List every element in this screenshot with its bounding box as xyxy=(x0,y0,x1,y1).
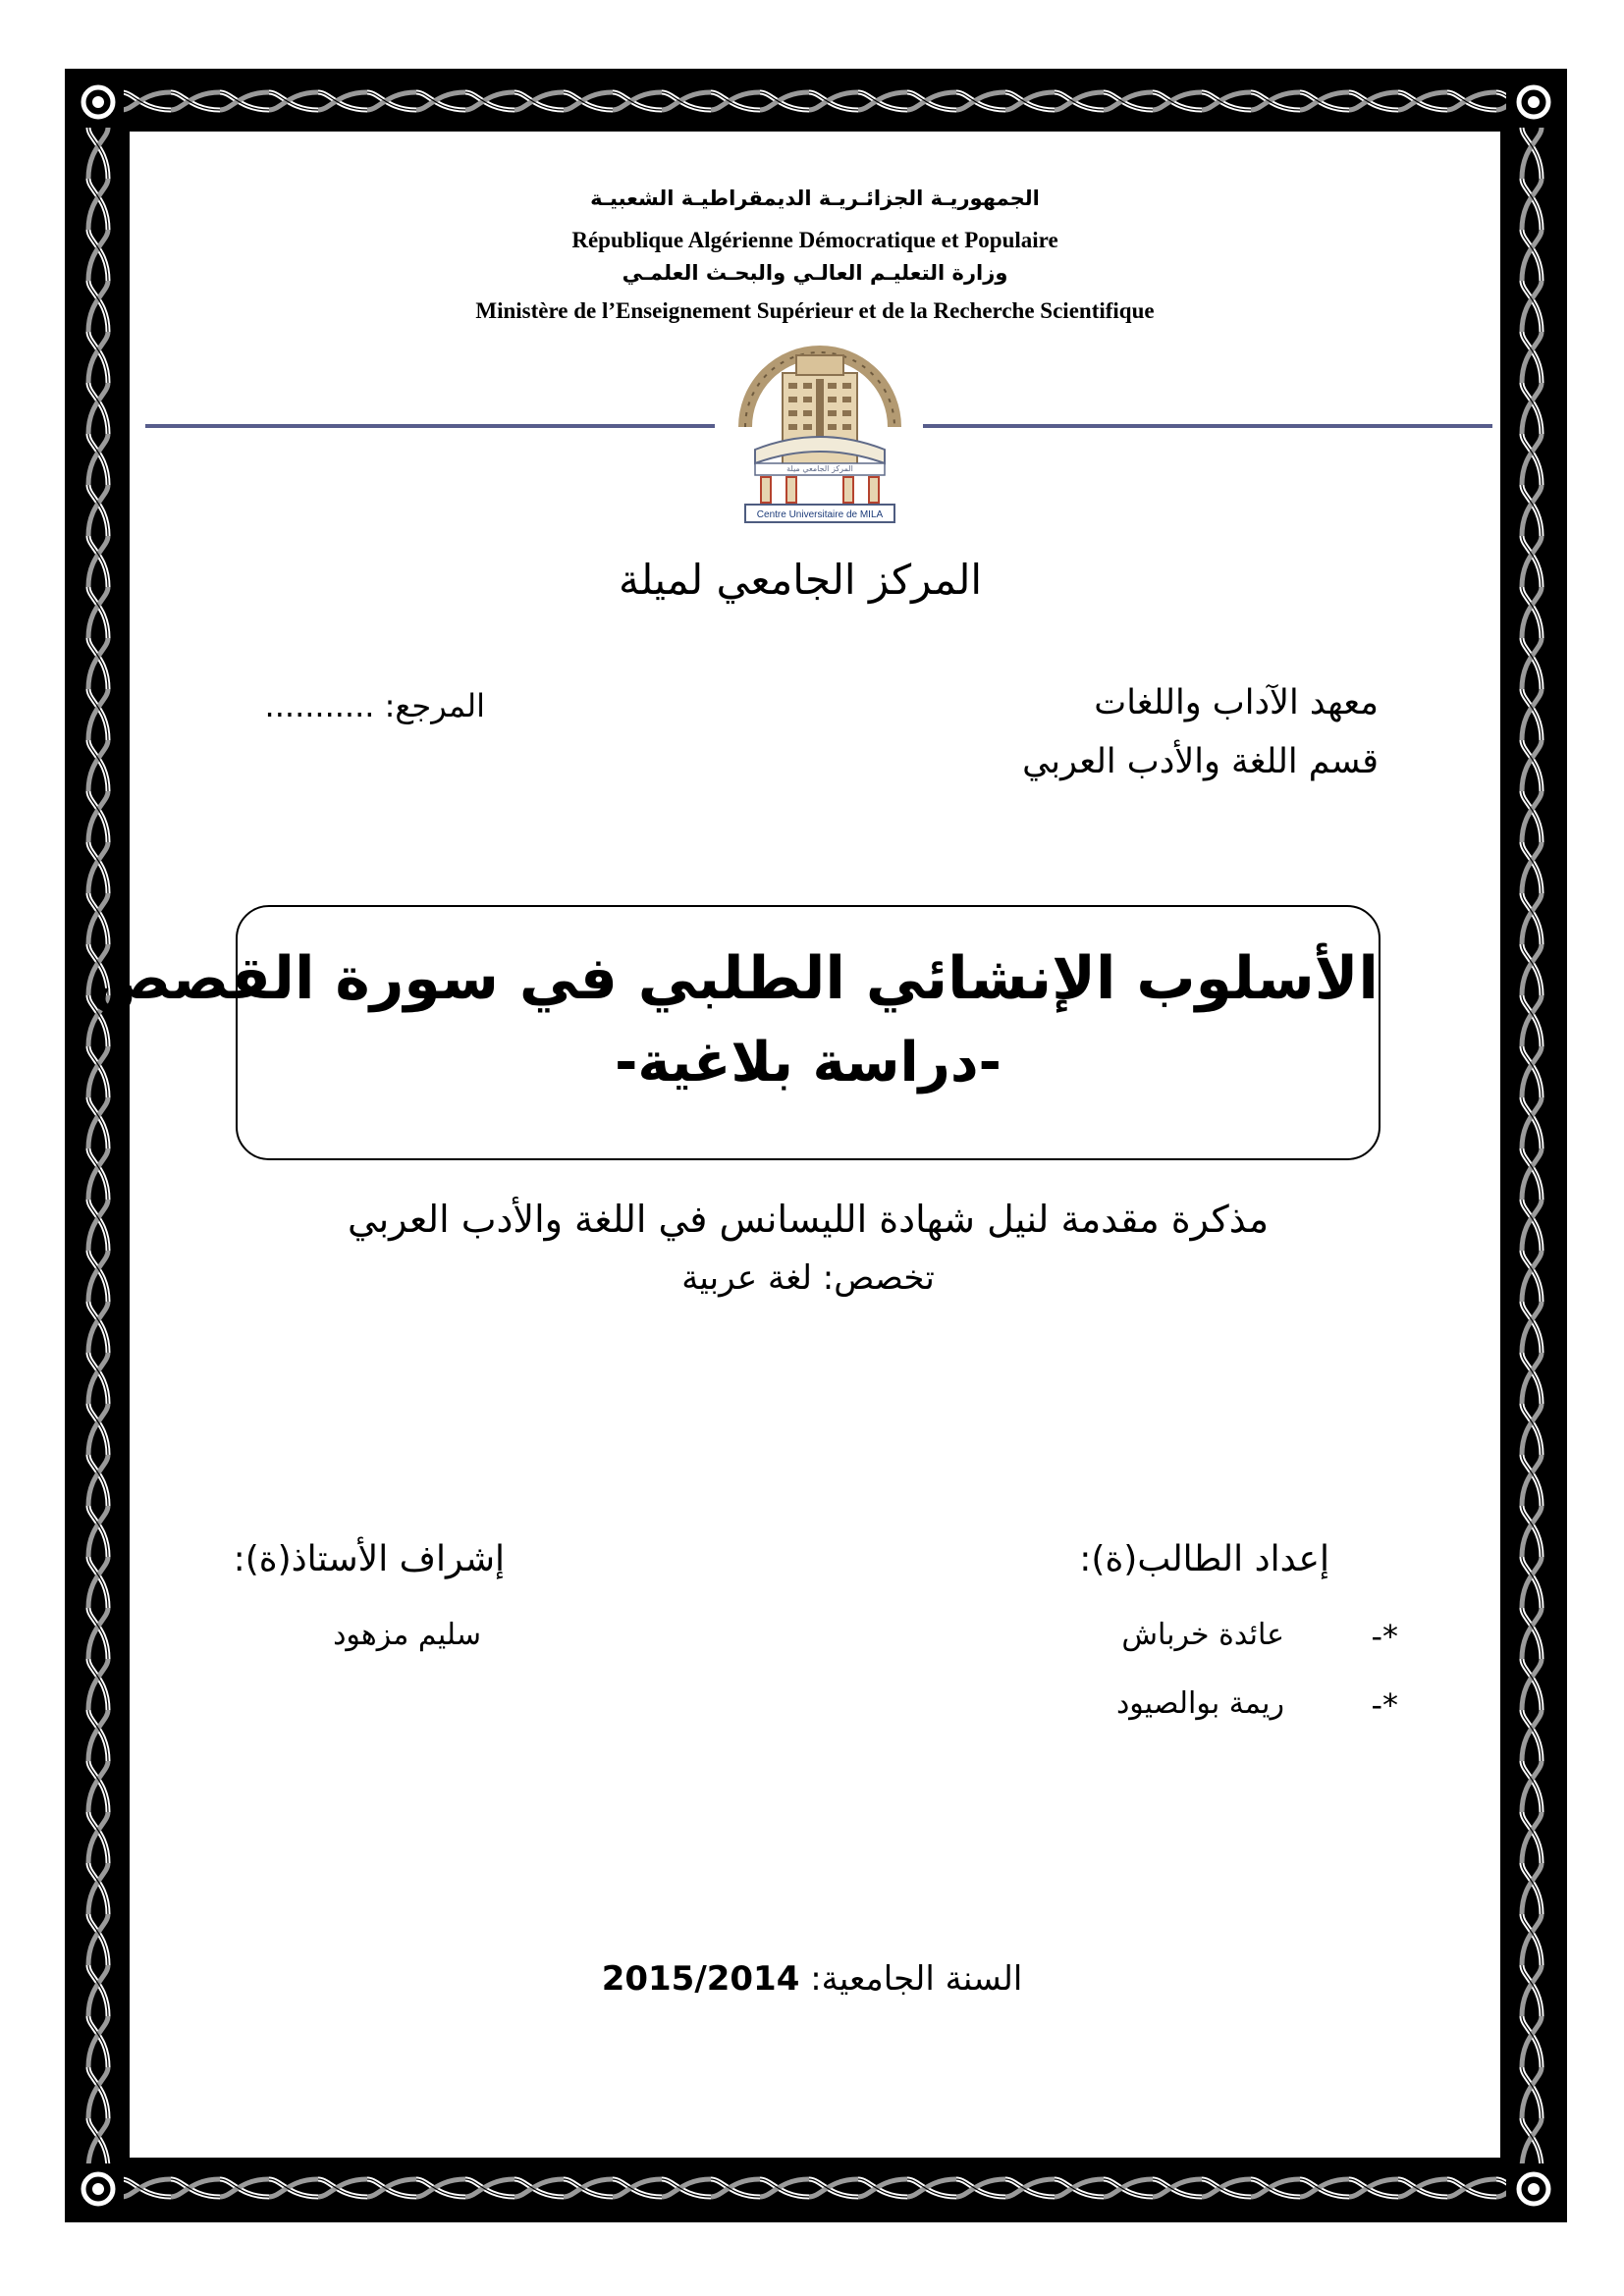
academic-year-value: 2015/2014 xyxy=(601,1959,800,1999)
thesis-subtitle: -دراسة بلاغية- xyxy=(615,1031,1001,1095)
thesis-specialty: تخصص: لغة عربية xyxy=(681,1258,935,1298)
corner-ornament-icon xyxy=(1508,2163,1559,2215)
student-name: ريمة بوالصيود xyxy=(1115,1686,1284,1721)
student-name: عائدة خرباش xyxy=(1121,1618,1284,1652)
header-rule-left xyxy=(145,424,715,428)
logo-banner-text: المركز الجامعي ميلة xyxy=(786,464,853,473)
institution-name: المركز الجامعي لميلة xyxy=(618,556,983,604)
institute-name: معهد الآداب واللغات xyxy=(1094,683,1379,722)
header-rule-right xyxy=(923,424,1492,428)
student-marker: *- xyxy=(1371,1686,1398,1724)
republic-french: République Algérienne Démocratique et Populaire xyxy=(571,228,1058,252)
reference-number: المرجع: ........... xyxy=(264,687,485,724)
thesis-title-box xyxy=(91,905,1380,1160)
supervisor-label: إشراف الأستاذ(ة): xyxy=(233,1539,505,1579)
logo-caption: Centre Universitaire de MILA xyxy=(756,509,884,520)
supervisor-name: سليم مزهود xyxy=(333,1618,481,1652)
students-label: إعداد الطالب(ة): xyxy=(1079,1539,1329,1579)
academic-year-label: السنة الجامعية: xyxy=(810,1959,1023,1999)
republic-arabic: الجمهوريـة الجزائـريـة الديمقراطيـة الشعبيـة xyxy=(590,187,1040,210)
corner-ornament-icon xyxy=(1508,77,1559,128)
corner-ornament-icon xyxy=(73,2163,124,2215)
ministry-french: Ministère de l’Enseignement Supérieur et de la Recherche Scientifique xyxy=(475,298,1155,323)
thesis-title: الأسلوب الإنشائي الطلبي في سورة القصص xyxy=(91,944,1379,1013)
academic-year xyxy=(412,1959,1212,1999)
corner-ornament-icon xyxy=(73,77,124,128)
university-building-logo-icon xyxy=(731,334,908,530)
student-marker: *- xyxy=(1371,1618,1398,1655)
section-name: قسم اللغة والأدب العربي xyxy=(1022,742,1379,781)
thesis-description: مذكرة مقدمة لنيل شهادة الليسانس في اللغة والأدب العربي xyxy=(347,1198,1270,1241)
ministry-arabic: وزارة التعليـم العالـي والبحـث العلمـي xyxy=(622,261,1008,285)
